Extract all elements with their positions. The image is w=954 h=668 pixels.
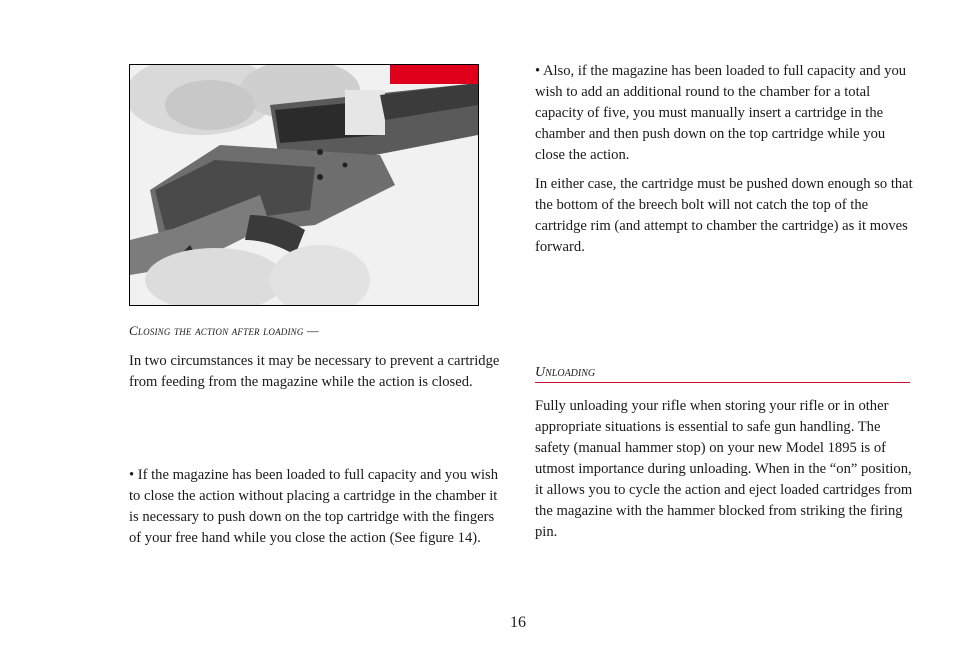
intro-paragraph: In two circumstances it may be necessary to prevent a cartridge from feeding from the magazine while the action is closed. <box>129 353 500 390</box>
figure-photo <box>129 64 479 306</box>
unloading-heading: Unloading <box>535 365 910 383</box>
red-corner-tab <box>390 65 478 84</box>
bullet-full-capacity-close: • If the magazine has been loaded to full capacity and you wish to close the action without placing a cartridge in the chamber it is necessary to push down on the top cartridge with the fingers of your free hand while you close the action (See figure 14). <box>129 467 499 546</box>
either-case-paragraph: In either case, the cartridge must be pushed down enough so that the bottom of the breech bolt will not catch the top of the cartridge rim (and attempt to chamber the cartridge) as it moves forward. <box>535 176 913 255</box>
rifle-action-illustration <box>130 65 478 305</box>
bullet-add-round: • Also, if the magazine has been loaded to full capacity and you wish to add an additional round to the chamber for a total capacity of five, you must manually insert a cartridge in the chamber and then push down on the top cartridge while you close the action. <box>535 63 907 163</box>
page-number: 16 <box>510 614 526 631</box>
figure-caption: Closing the action after loading — <box>129 323 319 338</box>
unloading-paragraph: Fully unloading your rifle when storing your rifle or in other appropriate situations is essential to safe gun handling. The safety (manual hammer stop) on your new Model 1895 is of utmost importance during unloading. When in the “on” position, it allows you to cycle the action and eject loaded cartridges from the magazine with the hammer blocked from striking the firing pin. <box>535 398 913 540</box>
